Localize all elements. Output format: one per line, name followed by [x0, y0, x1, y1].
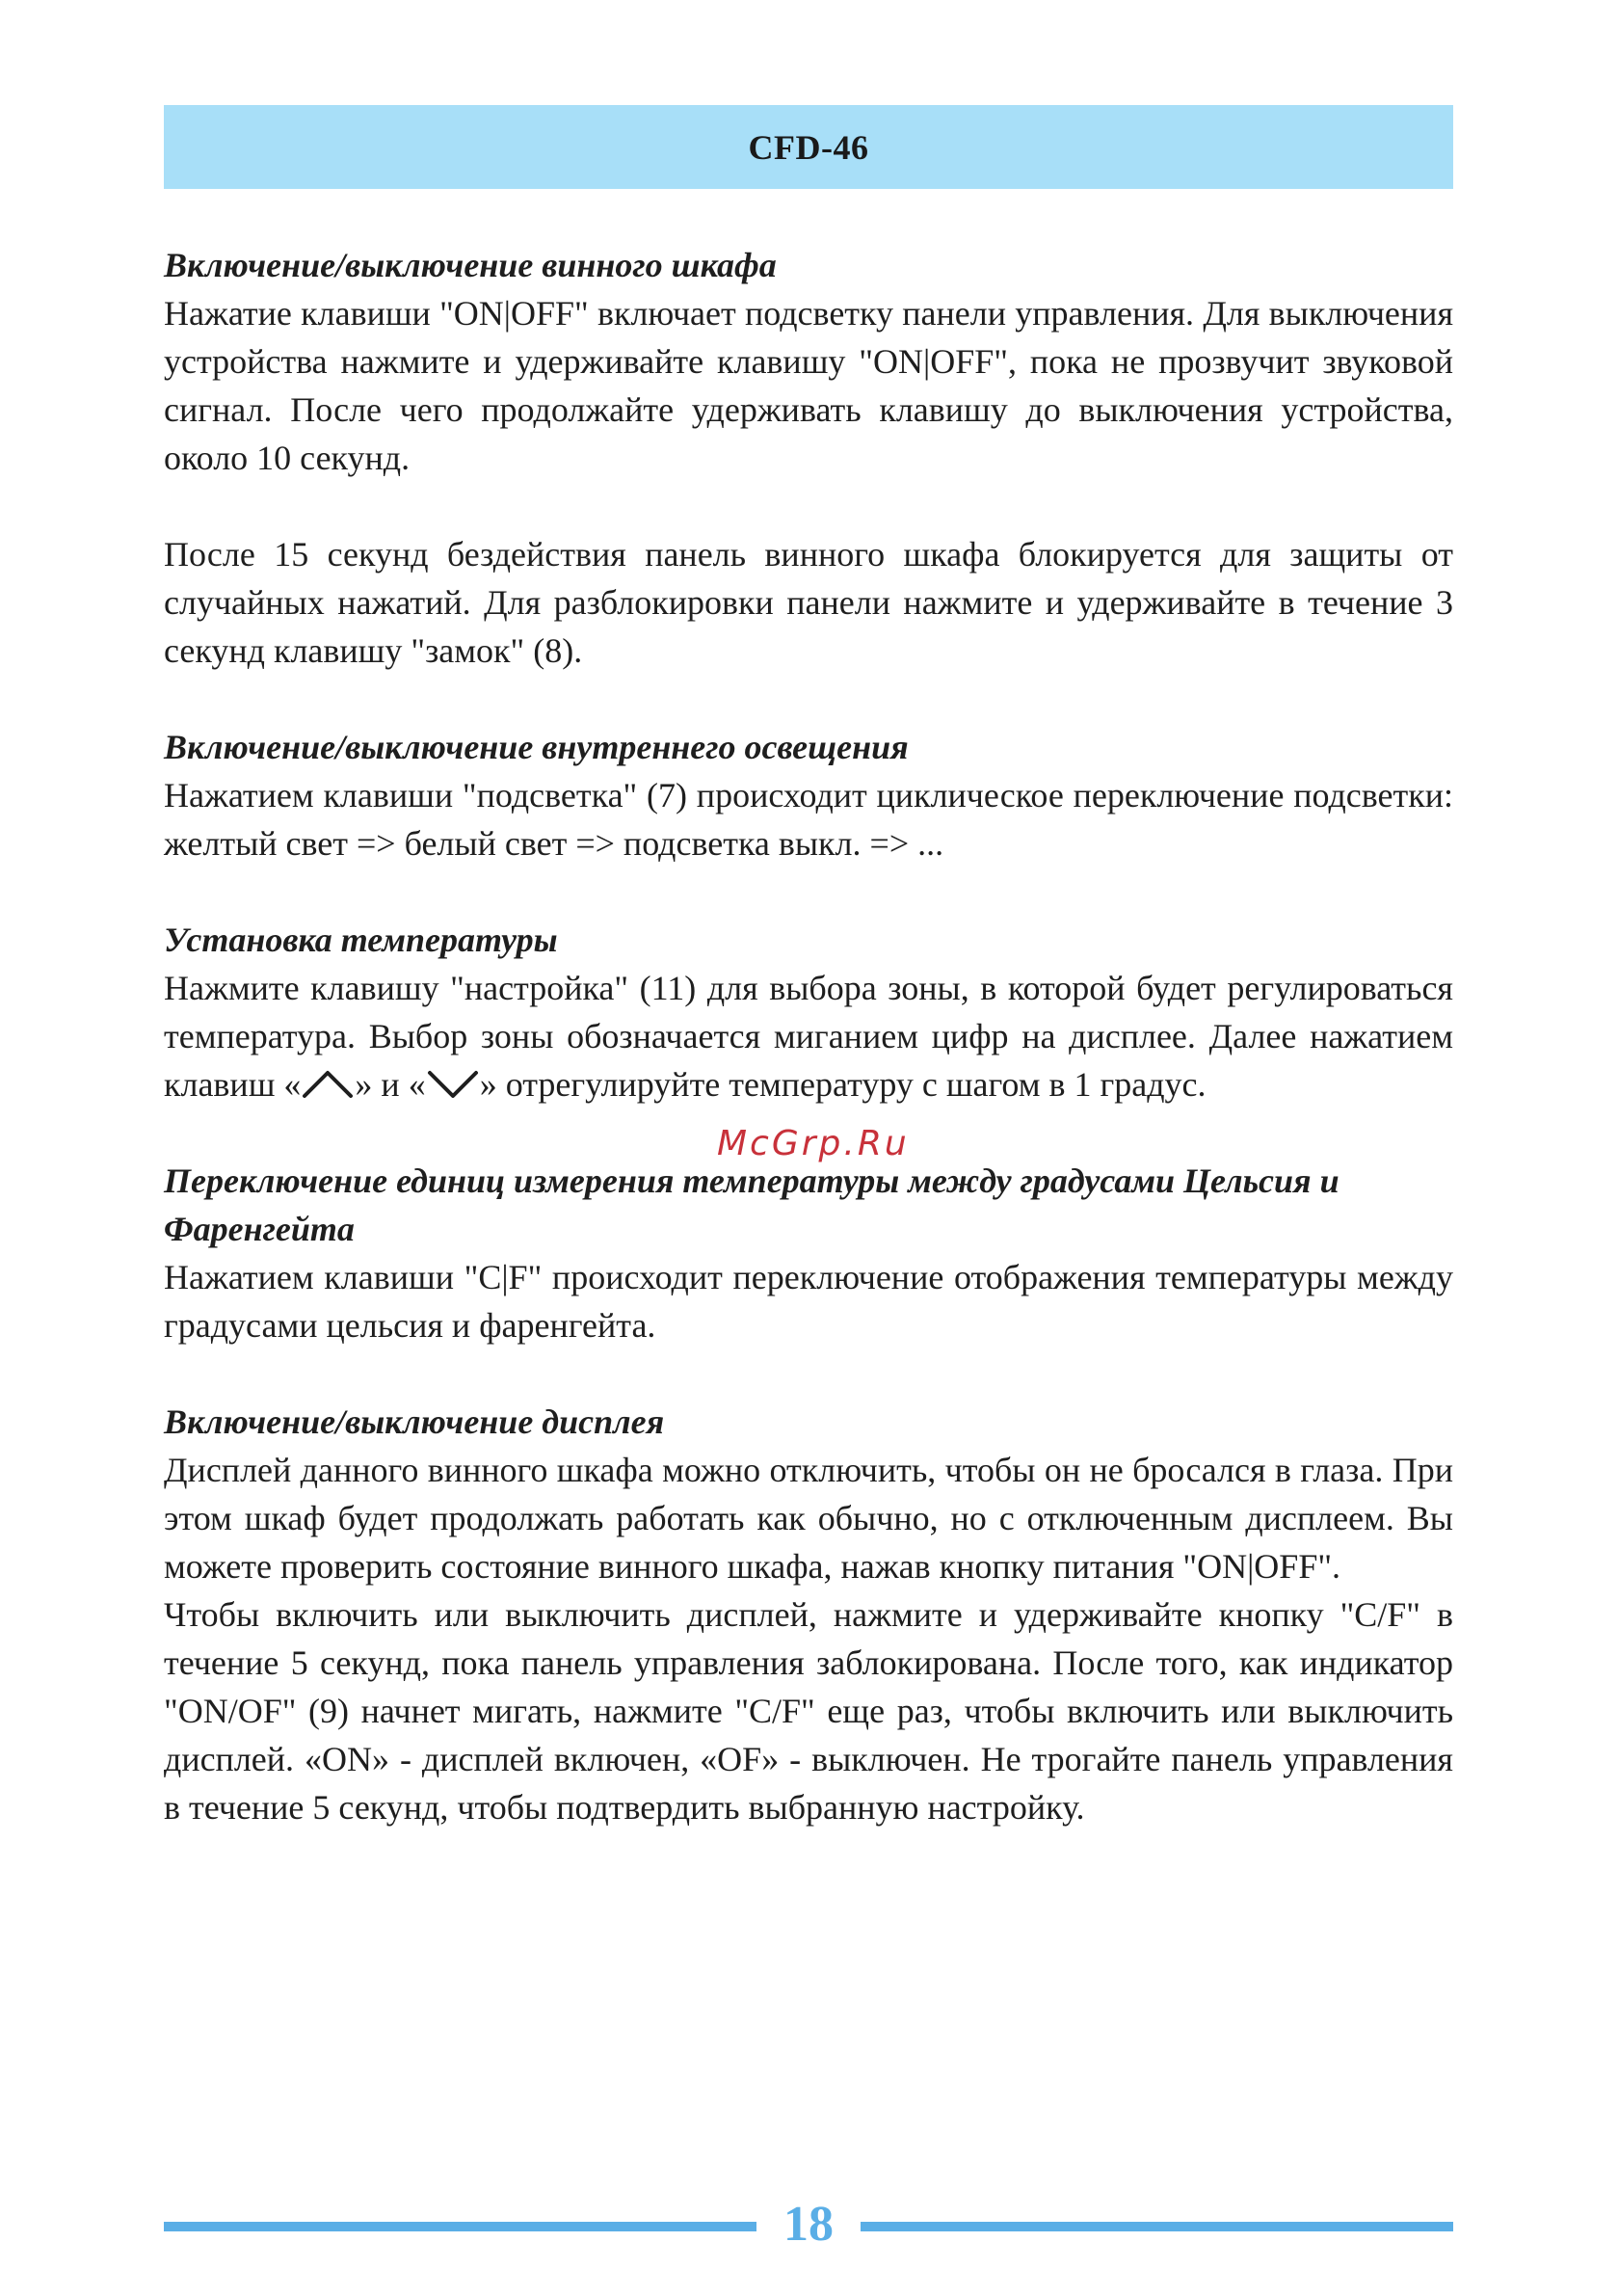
section-paragraph: Чтобы включить или выключить дисплей, нажмите и удерживайте кнопку "C/F" в течение 5 секунд, пока панель управления заблокирована. После того, как индикатор "ON/OF" (9) начнет мигать, нажмите "C/F" еще раз, чтобы включить или выключить дисплей. «ON» - дисплей включен, «OF» - выключен. Не трогайте панель управления в течение 5 секунд, чтобы подтвердить выбранную настройку. — [164, 1595, 1453, 1827]
document-body — [164, 241, 1453, 1831]
section-paragraph: Нажатием клавиши "C|F" происходит переключение отображения температуры между градусами цельсия и фаренгейта. — [164, 1258, 1453, 1345]
text-segment: Нажмите клавишу "настройка" (11) для выбора зоны, в которой будет регулироваться температура. Выбор зоны обозначается миганием цифр на дисплее. Далее нажатием клавиш « — [164, 969, 1453, 1104]
text-segment: » отрегулируйте температуру с шагом в 1 градус. — [479, 1065, 1207, 1104]
header-bar — [164, 105, 1453, 189]
section-heading: Установка температуры — [164, 921, 558, 959]
page-footer — [164, 2196, 1453, 2254]
section-power — [164, 241, 1453, 482]
section-paragraph: Нажатие клавиши "ON|OFF" включает подсветку панели управления. Для выключения устройства нажмите и удерживайте клавишу "ON|OFF", пока не прозвучит звуковой сигнал. После чего продолжайте удерживать клавишу до выключения устройства, около 10 секунд. — [164, 294, 1453, 477]
text-segment: » и « — [355, 1065, 426, 1104]
section-temperature — [164, 916, 1453, 1108]
chevron-down-icon — [426, 1067, 480, 1100]
watermark: McGrp.Ru — [717, 1124, 910, 1163]
section-heading: Включение/выключение внутреннего освещения — [164, 728, 909, 766]
section-paragraph: Нажатием клавиши "подсветка" (7) происходит циклическое переключение подсветки: желтый свет => белый свет => подсветка выкл. => ... — [164, 776, 1453, 863]
document-title: CFD-46 — [748, 127, 869, 167]
section-heading: Включение/выключение винного шкафа — [164, 246, 777, 284]
section-lock — [164, 530, 1453, 675]
section-heading: Включение/выключение дисплея — [164, 1402, 665, 1441]
section-units — [164, 1157, 1453, 1349]
footer-divider-right — [861, 2222, 1453, 2231]
section-display — [164, 1398, 1453, 1831]
section-paragraph: Дисплей данного винного шкафа можно отключить, чтобы он не бросался в глаза. При этом шкаф будет продолжать работать как обычно, но с отключенным дисплеем. Вы можете проверить состояние винного шкафа, нажав кнопку питания "ON|OFF". — [164, 1451, 1453, 1586]
section-lighting — [164, 723, 1453, 868]
chevron-up-icon — [301, 1067, 355, 1100]
section-paragraph: После 15 секунд бездействия панель винного шкафа блокируется для защиты от случайных нажатий. Для разблокировки панели нажмите и удерживайте в течение 3 секунд клавишу "замок" (8). — [164, 535, 1453, 670]
section-paragraph — [164, 964, 1453, 1108]
page-number: 18 — [783, 2197, 834, 2252]
section-heading: Переключение единиц измерения температуры между градусами Цельсия и Фаренгейта — [164, 1161, 1339, 1248]
